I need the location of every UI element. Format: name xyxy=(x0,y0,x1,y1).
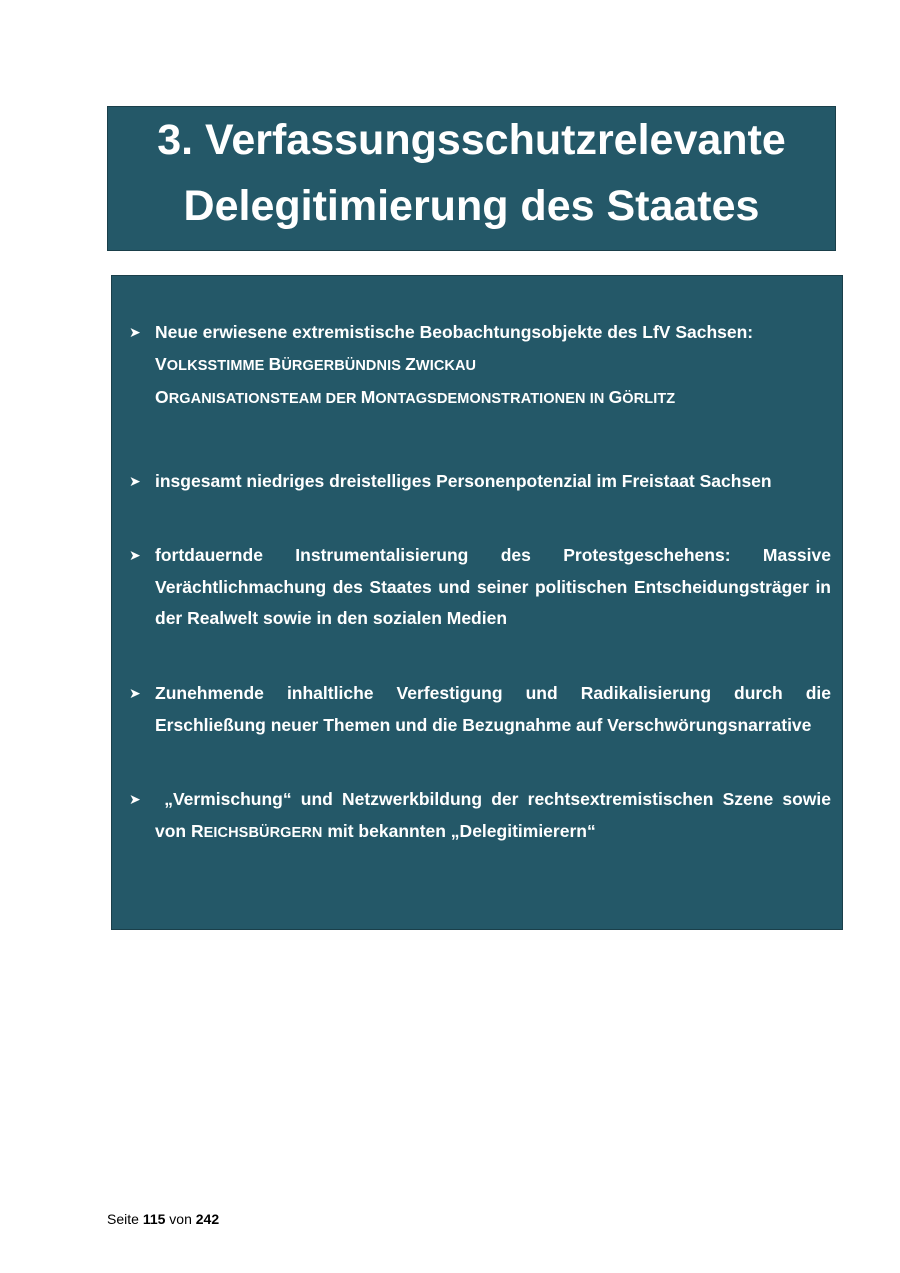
arrow-bullet-icon: ➤ xyxy=(129,791,141,807)
bullet-item xyxy=(129,678,831,741)
bullet-text xyxy=(155,784,831,849)
title-line-1: 3. Verfassungsschutzrelevante xyxy=(157,116,786,164)
page-total: 242 xyxy=(195,1211,220,1227)
title-banner xyxy=(107,106,836,251)
reichsbuerger-rest: EICHSBÜRGERN xyxy=(203,824,323,841)
reichsbuerger-cap: R xyxy=(190,820,204,841)
arrow-bullet-icon: ➤ xyxy=(129,473,141,489)
bullet-item xyxy=(129,466,831,498)
bullet-text: fortdauernde Instrumentalisierung des Protestgeschehens: Massive Verächtlichmachung des Staates und seiner politischen Entscheidungsträger in der Realwelt sowie in den sozialen Medien xyxy=(155,545,831,628)
content-panel xyxy=(111,275,843,930)
org-name-1-text: VOLKSSTIMME BÜRGERBÜNDNIS ZWICKAU xyxy=(155,353,477,374)
arrow-bullet-icon: ➤ xyxy=(129,685,141,701)
bullet-item xyxy=(129,317,831,416)
page-prefix: Seite xyxy=(107,1211,139,1227)
page-number xyxy=(107,1211,219,1227)
bullet-text-part-c: mit bekannten „Delegitimierern“ xyxy=(322,820,596,841)
arrow-bullet-icon: ➤ xyxy=(129,324,141,340)
org-name-2 xyxy=(155,382,831,416)
bullet-text: Neue erwiesene extremistische Beobachtungsobjekte des LfV Sachsen: xyxy=(155,322,754,342)
title-line-2: Delegitimierung des Staates xyxy=(183,182,760,230)
bullet-item xyxy=(129,784,831,849)
arrow-bullet-icon: ➤ xyxy=(129,547,141,563)
org-name-1 xyxy=(155,349,831,383)
page-current: 115 xyxy=(142,1211,166,1227)
bullet-text: insgesamt niedriges dreistelliges Personenpotenzial im Freistaat Sachsen xyxy=(155,471,772,491)
org-name-2-text: ORGANISATIONSTEAM DER MONTAGSDEMONSTRATIONEN IN GÖRLITZ xyxy=(155,387,676,407)
bullet-text: Zunehmende inhaltliche Verfestigung und Radikalisierung durch die Erschließung neuer Themen und die Bezugnahme auf Verschwörungsnarrative xyxy=(155,683,831,735)
bullet-item xyxy=(129,540,831,635)
page-separator: von xyxy=(169,1211,192,1227)
bullet-text-part-a: „Vermischung“ und Netzwerkbildung der rechtsextremistischen Szene sowie von xyxy=(155,789,831,841)
